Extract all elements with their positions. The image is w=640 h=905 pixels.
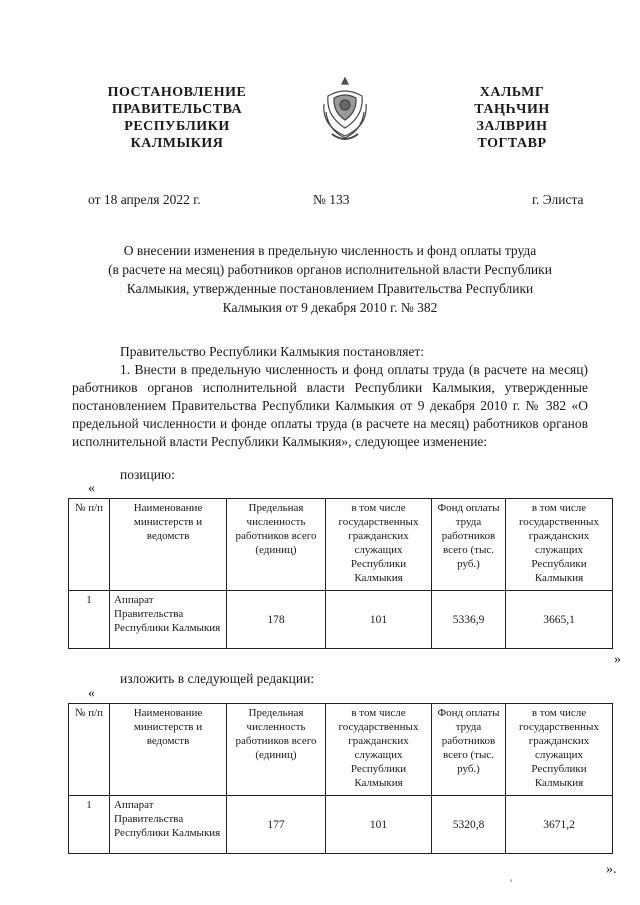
title-line: О внесении изменения в предельную численность и фонд оплаты труда: [123, 243, 537, 258]
open-quote: «: [88, 686, 95, 701]
issuer-title-xal: [447, 84, 577, 152]
decree-title: [60, 241, 600, 317]
header-cell: № п/п: [69, 499, 110, 591]
open-quote: «: [88, 481, 95, 496]
issuer-line: ПРАВИТЕЛЬСТВА: [111, 102, 243, 117]
item-1-text: [72, 361, 588, 451]
close-quote-end: ».: [606, 862, 617, 877]
decree-number: № 133: [313, 192, 350, 207]
header-cell: в том числе государственных гражданских служащих Республики Калмыкия: [326, 499, 432, 591]
issuer-line: ПОСТАНОВЛЕНИЕ: [107, 85, 247, 100]
item-1-content: 1. Внести в предельную численность и фонд оплаты труда (в расчете на месяц) работников органов исполнительной власти Республики Калмыкия, утвержденные постановлением Правительства Республики Калмыкия от 9 декабря 2010 г. № 382 «О предельной численности и фонде оплаты труда (в расчете на месяц) работников органов исполнительной власти Республики Калмыкия», следующее изменение:: [72, 362, 588, 449]
row-payroll: 5336,9: [432, 591, 506, 649]
header-cell: в том числе государственных гражданских служащих Республики Калмыкия: [506, 499, 613, 591]
row-payroll: 5320,8: [432, 796, 506, 854]
row-number: 1: [69, 796, 110, 854]
header-cell: Наименование министерств и ведомств: [110, 704, 227, 796]
replace-label: изложить в следующей редакции:: [120, 671, 315, 686]
issuer-line: ХАЛЬМГ: [479, 85, 545, 100]
close-quote: »: [614, 652, 621, 667]
row-civil-servants: 101: [326, 796, 432, 854]
title-line: Калмыкия от 9 декабря 2010 г. № 382: [222, 300, 438, 315]
table-new-position: [68, 703, 613, 854]
title-line: Калмыкия, утвержденные постановлением Правительства Республики: [126, 281, 534, 296]
row-agency: Аппарат Правительства Республики Калмыкия: [110, 591, 227, 649]
table-row: [69, 591, 613, 649]
row-headcount: 178: [227, 591, 326, 649]
row-payroll-civil: 3665,1: [506, 591, 613, 649]
row-headcount: 177: [227, 796, 326, 854]
issuer-title-ru: [88, 84, 266, 152]
header-cell: в том числе государственных гражданских служащих Республики Калмыкия: [326, 704, 432, 796]
header-cell: Предельная численность работников всего (единиц): [227, 704, 326, 796]
header-cell: Наименование министерств и ведомств: [110, 499, 227, 591]
header-cell: Фонд оплаты труда работников всего (тыс. руб.): [432, 704, 506, 796]
row-payroll-civil: 3671,2: [506, 796, 613, 854]
page-mark: ': [510, 876, 513, 890]
header-cell: Фонд оплаты труда работников всего (тыс. руб.): [432, 499, 506, 591]
table-header-row: [69, 704, 613, 796]
table-row: [69, 796, 613, 854]
table-header-row: [69, 499, 613, 591]
position-label: позицию:: [120, 467, 175, 482]
issuer-line: ТАҢҺЧИН: [474, 102, 550, 117]
issuer-line: ТОГТАВР: [477, 136, 547, 151]
header-cell: № п/п: [69, 704, 110, 796]
issuer-line: ЗАЛВРИН: [476, 119, 548, 134]
title-line: (в расчете на месяц) работников органов исполнительной власти Республики: [108, 262, 552, 277]
header-cell: в том числе государственных гражданских служащих Республики Калмыкия: [506, 704, 613, 796]
decree-date: от 18 апреля 2022 г.: [88, 192, 201, 207]
intro-text: Правительство Республики Калмыкия постановляет:: [120, 344, 425, 359]
row-number: 1: [69, 591, 110, 649]
issuer-line: КАЛМЫКИЯ: [130, 136, 224, 151]
table-old-position: [68, 498, 613, 649]
issuer-line: РЕСПУБЛИКИ: [124, 119, 230, 134]
row-civil-servants: 101: [326, 591, 432, 649]
decree-city: г. Элиста: [532, 192, 584, 207]
row-agency: Аппарат Правительства Республики Калмыкия: [110, 796, 227, 854]
coat-of-arms-icon: [320, 74, 370, 146]
header-cell: Предельная численность работников всего (единиц): [227, 499, 326, 591]
